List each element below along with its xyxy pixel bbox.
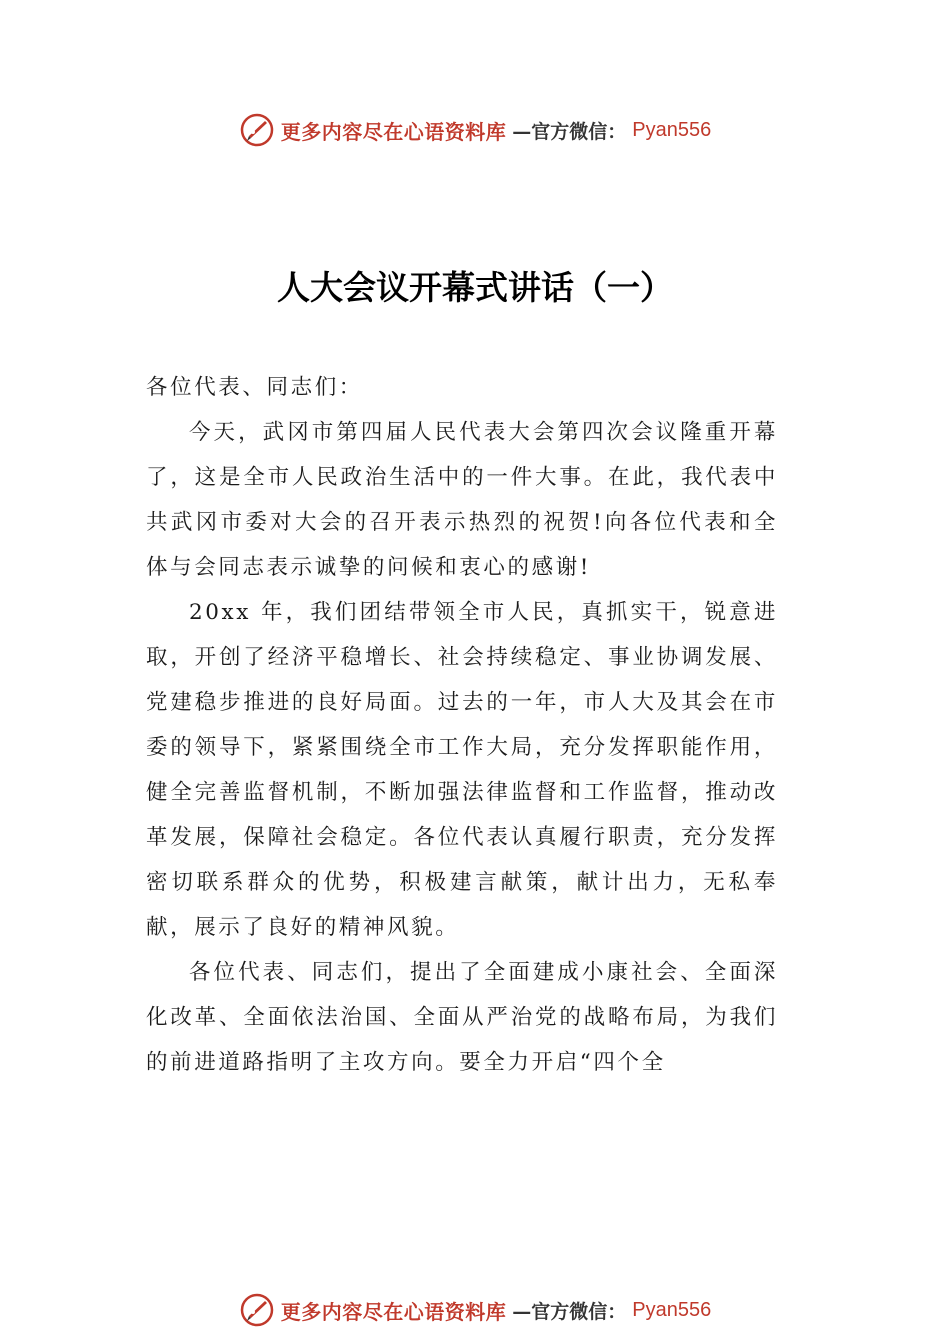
paragraph-2: 20xx 年，我们团结带领全市人民，真抓实干，锐意进取，开创了经济平稳增长、社会持续稳定、事业协调发展、党建稳步推进的良好局面。过去的一年，市人大及其会在市委的领导下，紧紧围绕全市工作大局，充分发挥职能作用，健全完善监督机制，不断加强法律监督和工作监督，推动改革发展，保障社会稳定。各位代表认真履行职责，充分发挥密切联系群众的优势，积极建言献策，献计出力，无私奉献，展示了良好的精神风貌。 (146, 600, 778, 940)
document-title: 人大会议开幕式讲话（一） (277, 268, 673, 307)
footer-banner (0, 1290, 950, 1330)
banner-wechat-label: —官方微信： (512, 1300, 627, 1323)
banner-wechat-id: Pyan556 (632, 118, 712, 141)
paragraph-3: 各位代表、同志们，提出了全面建成小康社会、全面深化改革、全面依法治国、全面从严治党的战略布局，为我们的前进道路指明了主攻方向。要全力开启“四个全 (146, 960, 778, 1075)
banner-wechat-id: Pyan556 (632, 1298, 712, 1321)
pen-logo-icon (239, 112, 275, 148)
banner-slogan: 更多内容尽在心语资料库 (280, 1299, 507, 1324)
pen-logo-icon (239, 1292, 275, 1328)
banner-wechat-label: —官方微信： (512, 120, 627, 143)
banner-slogan: 更多内容尽在心语资料库 (280, 119, 507, 144)
paragraph-1: 今天，武冈市第四届人民代表大会第四次会议隆重开幕了，这是全市人民政治生活中的一件大事。在此，我代表中共武冈市委对大会的召开表示热烈的祝贺!向各位代表和全体与会同志表示诚挚的问候和衷心的感谢! (146, 420, 778, 580)
header-banner (0, 110, 950, 150)
document-body (146, 365, 778, 1085)
salutation: 各位代表、同志们： (146, 375, 363, 400)
